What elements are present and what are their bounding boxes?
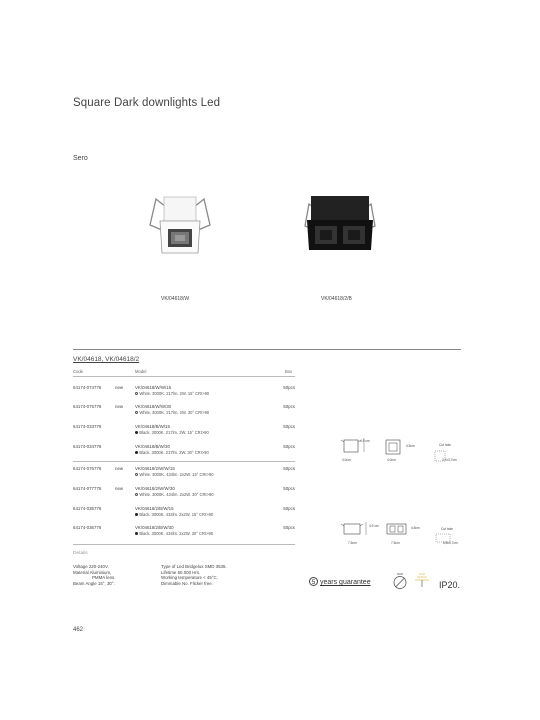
black-double-downlight-image xyxy=(295,188,385,258)
row-description-text: Black. 3000K. 434lm. 2x2W. 30° CRI>90 xyxy=(139,531,214,536)
guarantee-number: 5 xyxy=(309,577,318,586)
page-number: 462 xyxy=(73,627,84,633)
table-row xyxy=(73,506,295,526)
row-box: 50pcs xyxy=(283,385,295,390)
new-badge: new xyxy=(115,486,124,491)
dimension-width: 4.0cm xyxy=(387,458,396,462)
row-code: 64174-075776 xyxy=(73,404,102,409)
group-divider xyxy=(73,461,295,462)
housing-body xyxy=(164,197,196,221)
spec-line: Working temperature < 45°C. xyxy=(161,575,218,581)
spec-line: Beam Angle 15°, 30°. xyxy=(73,580,115,586)
row-model: VK/04618/2/W/W/15 xyxy=(135,466,175,471)
row-model: VK/04618/2/W/W/30 xyxy=(135,486,175,491)
row-description-text: Black. 3000K. 434lm. 2x2W. 15° CRI>90 xyxy=(139,512,214,517)
front-lens xyxy=(389,443,397,451)
specs-left xyxy=(73,564,115,586)
row-code: 64174-033776 xyxy=(73,424,102,429)
front-view-drawing xyxy=(384,438,404,456)
row-model: VK/04618/B/W/15 xyxy=(135,424,170,429)
row-description-text: White. 3000K. 217lm. 2W. 15° CRI>90 xyxy=(139,391,210,396)
side-body xyxy=(344,524,360,534)
white-dot-icon xyxy=(135,493,138,496)
dimension-width: 7.5cm xyxy=(348,541,357,545)
spec-line: Lifetime 50.000 Hrs. xyxy=(161,569,201,575)
section-title: VK/04618, VK/04618/2 xyxy=(73,356,140,363)
row-box: 50pcs xyxy=(283,486,295,491)
row-box: 50pcs xyxy=(283,424,295,429)
row-model: VK/04618/B/W/30 xyxy=(135,444,170,449)
column-header-box: Box xyxy=(285,369,293,374)
front-frame xyxy=(386,440,400,454)
row-description xyxy=(135,512,213,517)
row-description-text: White. 3000K. 434lm. 2x2W. 15° CRI>90 xyxy=(139,472,214,477)
row-description-text: White. 3000K. 217lm. 2W. 30° CRI>90 xyxy=(139,410,210,415)
guarantee-badge xyxy=(309,577,371,586)
row-code: 64174-074776 xyxy=(73,385,102,390)
row-description xyxy=(135,472,214,477)
cut-hole-label: Cut hole xyxy=(439,443,451,447)
spec-line: Material Aluminium, xyxy=(73,569,112,575)
black-dot-icon xyxy=(135,513,138,516)
white-downlight-image xyxy=(140,185,220,260)
row-model: VK/04618/W/W/30 xyxy=(135,404,172,409)
row-model: VK/04618/2/B/W/30 xyxy=(135,525,174,530)
side-view-drawing xyxy=(338,520,372,540)
side-body xyxy=(344,440,358,452)
cut-hole-label: Cut hole xyxy=(441,527,453,531)
row-code: 64174-077776 xyxy=(73,486,102,491)
row-description-text: Black. 3000K. 217lm. 2W. 15° CRI>90 xyxy=(139,430,209,435)
family-name: Sero xyxy=(73,155,88,162)
no-dimmable-icon xyxy=(392,573,408,590)
white-dot-icon xyxy=(135,411,138,414)
dimension-height: 4.9 cm xyxy=(369,524,379,528)
new-badge: new xyxy=(115,404,124,409)
row-code: 64174-034776 xyxy=(73,444,102,449)
side-view-drawing xyxy=(338,434,370,458)
row-code: 64174-076776 xyxy=(73,466,102,471)
page-title: Square Dark downlights Led xyxy=(73,97,221,109)
front-lens-left xyxy=(390,526,395,532)
lens-left xyxy=(320,230,332,240)
dimension-height: 4.5cm xyxy=(406,444,415,448)
table-row xyxy=(73,385,295,405)
table-row xyxy=(73,486,295,506)
table-row xyxy=(73,404,295,424)
spec-line: Dimmable No. Flicker free. xyxy=(161,580,213,586)
flicker-free-icon xyxy=(413,571,431,589)
spec-line: Voltage 220-240V. xyxy=(73,564,109,569)
cut-hole-size: 3,7x3,7cm xyxy=(442,458,457,462)
row-model: VK/04618/2/B/W/15 xyxy=(135,506,174,511)
row-description xyxy=(135,450,209,455)
column-header-code: Code xyxy=(73,369,84,374)
led-chip xyxy=(175,235,185,241)
spec-line: Type of Led Bridgelux SMD 3535. xyxy=(161,564,227,569)
section-divider xyxy=(73,349,461,350)
specs-right xyxy=(161,564,227,586)
guarantee-text: years guarantee xyxy=(320,579,371,586)
white-dot-icon xyxy=(135,473,138,476)
row-box: 50pcs xyxy=(283,506,295,511)
black-dot-icon xyxy=(135,532,138,535)
dimension-height: 4.9 cm xyxy=(360,439,370,443)
row-box: 50pcs xyxy=(283,404,295,409)
white-dot-icon xyxy=(135,392,138,395)
row-description xyxy=(135,531,213,536)
black-dot-icon xyxy=(135,431,138,434)
product-caption: VK/04618/2/B xyxy=(321,296,352,302)
spec-line: PMMA lens. xyxy=(92,575,116,581)
table-row xyxy=(73,466,295,486)
header-divider xyxy=(73,376,295,377)
ip-rating: IP20. xyxy=(439,580,461,590)
row-description xyxy=(135,430,209,435)
row-box: 50pcs xyxy=(283,525,295,530)
dimension-width: 7.5cm xyxy=(391,541,400,545)
product-caption: VK/04618/W xyxy=(161,296,190,302)
row-code: 64174-035776 xyxy=(73,506,102,511)
housing-body xyxy=(311,196,369,220)
row-description-text: Black. 3000K. 217lm. 2W. 30° CRI>90 xyxy=(139,450,209,455)
table-bottom-divider xyxy=(73,544,295,545)
cut-hole-size: 6,8x3,7cm xyxy=(443,541,458,545)
row-code: 64174-036776 xyxy=(73,525,102,530)
row-description xyxy=(135,391,209,396)
row-box: 50pcs xyxy=(283,444,295,449)
new-badge: new xyxy=(115,385,124,390)
dimension-width: 4.0cm xyxy=(342,458,351,462)
row-description xyxy=(135,492,214,497)
front-view-drawing xyxy=(386,522,408,536)
row-description-text: White. 3000K. 434lm. 2x2W. 30° CRI>90 xyxy=(139,492,214,497)
column-header-model: Model xyxy=(135,369,147,374)
new-badge: new xyxy=(115,466,124,471)
row-model: VK/04618/W/W/15 xyxy=(135,385,172,390)
dimension-height: 4.5cm xyxy=(411,526,420,530)
black-dot-icon xyxy=(135,451,138,454)
front-lens-right xyxy=(398,526,403,532)
details-label: Details xyxy=(73,551,88,556)
row-description xyxy=(135,410,209,415)
table-row xyxy=(73,424,295,444)
table-row xyxy=(73,525,295,545)
row-box: 50pcs xyxy=(283,466,295,471)
lens-right xyxy=(348,230,360,240)
